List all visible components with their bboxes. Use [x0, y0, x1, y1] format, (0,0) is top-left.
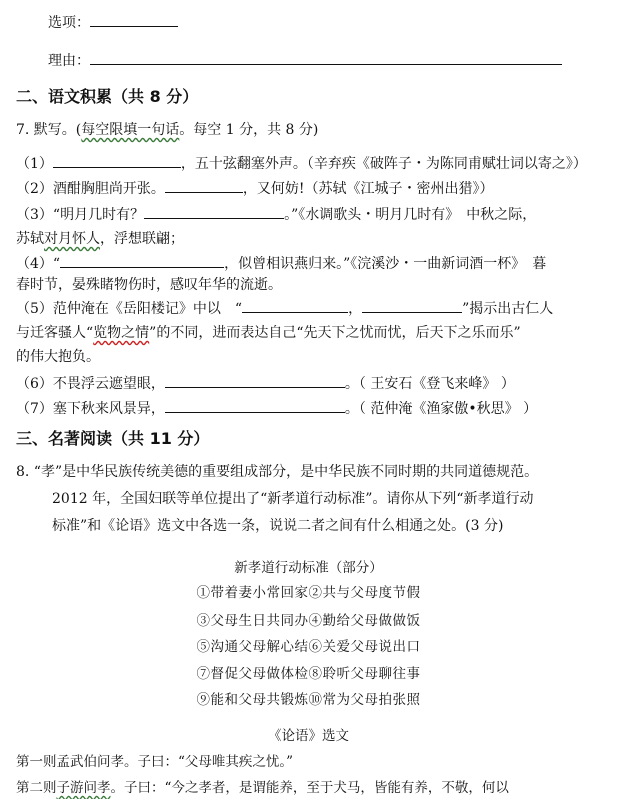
- q7-item-5-b: ”揭示出古仁人: [462, 301, 554, 317]
- q7-item-5-line2: [16, 323, 521, 343]
- standards-row-1: ①带着妻小常回家②共与父母度节假: [196, 585, 421, 601]
- standards-title: 新孝道行动标准（部分）: [234, 560, 383, 576]
- q7-item-4-rest: ，似曾相识燕归来。”《浣溪沙・一曲新词酒一杯》 暮: [224, 256, 547, 272]
- q7-item-2-blank[interactable]: [165, 178, 243, 193]
- q7-item-5: [16, 298, 553, 319]
- q7-item-1-blank[interactable]: [53, 153, 181, 168]
- q7-item-5-line2-b: ”的不同，进而表达自己“先天下之忧而忧，后天下之乐而乐”: [149, 325, 521, 341]
- option-row: [48, 12, 178, 33]
- q7-wavy: 每空限填一句话: [81, 122, 180, 138]
- lunyu-passage-2-wavy: 子游问孝: [56, 780, 111, 796]
- q8-line-3: 标准”和《论语》选文中各选一条，说说二者之间有什么相通之处。(3 分): [52, 518, 504, 534]
- q7-rest: 。每空 1 分，共 8 分): [179, 122, 319, 138]
- q7-item-3-rest: 。”《水调歌头・明月几时有》 中秋之际，: [284, 207, 537, 223]
- standards-row-5: ⑨能和父母共锻炼⑩常为父母拍张照: [196, 692, 421, 708]
- q7-item-7: [16, 398, 537, 419]
- q7-intro: 7. 默写。(: [16, 122, 82, 138]
- lunyu-passage-2-b: 。子曰：“今之孝者，是谓能养，至于犬马，皆能有养，不敬，何以: [110, 780, 509, 796]
- q7-item-4: [16, 253, 546, 274]
- q7-item-3-line2-a: 苏轼: [16, 231, 44, 247]
- q7-prompt: [16, 120, 318, 140]
- lunyu-title: 《论语》选文: [268, 728, 349, 744]
- q7-item-5-line3: 的伟大抱负。: [16, 349, 100, 365]
- q7-item-6: [16, 373, 515, 394]
- standards-row-2: ③父母生日共同办④勤给父母做做饭: [196, 613, 421, 629]
- q7-item-4-line2: 春时节，晏殊睹物伤时，感叹年华的流逝。: [16, 277, 282, 293]
- q7-item-5-a: （5）范仲淹在《岳阳楼记》中以 “: [16, 301, 243, 317]
- q7-item-4-num: （4）“: [16, 256, 61, 272]
- q8-line-1: 8. “孝”是中华民族传统美德的重要组成部分，是中华民族不同时期的共同道德规范。: [16, 464, 539, 480]
- q7-item-5-blank-2[interactable]: [362, 298, 462, 313]
- q7-item-7-text: （7）塞下秋来风景异，: [16, 401, 165, 417]
- lunyu-passage-2-a: 第二则: [16, 780, 57, 796]
- q7-item-5-blank-1[interactable]: [242, 298, 348, 313]
- q7-item-2: [16, 178, 494, 199]
- q7-item-3-blank[interactable]: [144, 204, 284, 219]
- q7-item-7-rest: 。（ 范仲淹《渔家傲•秋思》 ）: [344, 401, 538, 417]
- q8-line-2: 2012 年，全国妇联等单位提出了“新孝道行动标准”。请你从下列“新孝道行动: [52, 491, 534, 507]
- section3-heading: 三、名著阅读（共 11 分）: [16, 429, 210, 448]
- q7-item-3-line2-b: ，浮想联翩；: [100, 231, 184, 247]
- q7-item-6-blank[interactable]: [165, 373, 345, 388]
- q7-item-5-comma: ，: [348, 301, 363, 317]
- lunyu-passage-1: 第一则孟武伯问孝。子曰：“父母唯其疾之忧。”: [16, 754, 294, 770]
- q7-item-6-rest: 。（ 王安石《登飞来峰》 ）: [344, 376, 515, 392]
- reason-row: [48, 50, 562, 71]
- q7-item-4-blank[interactable]: [60, 253, 224, 268]
- q7-item-1: [16, 153, 587, 174]
- section2-heading: 二、语文积累（共 8 分）: [16, 87, 199, 106]
- reason-answer-field[interactable]: [90, 50, 562, 65]
- option-label: 选项：: [48, 15, 90, 31]
- q7-item-5-line2-a: 与迁客骚人“: [16, 325, 94, 341]
- q7-item-3-text: （3）“明月几时有？: [16, 207, 145, 223]
- q7-item-7-blank[interactable]: [165, 398, 345, 413]
- q7-item-2-text: （2）酒酣胸胆尚开张。: [16, 181, 165, 197]
- q7-item-1-text: ，五十弦翻塞外声。（辛弃疾《破阵子・为陈同甫赋壮词以寄之》）: [180, 156, 587, 172]
- reason-label: 理由：: [48, 53, 90, 69]
- lunyu-passage-2: [16, 778, 509, 798]
- q7-item-3: [16, 204, 536, 225]
- q7-item-1-num: （1）: [16, 156, 53, 172]
- q7-item-2-rest: ，又何妨!（苏轼《江城子・密州出猎》）: [242, 181, 494, 197]
- option-answer-field[interactable]: [90, 12, 178, 27]
- q7-item-3-line2-wavy: 对月怀人: [44, 231, 100, 247]
- q7-item-3-line2: [16, 229, 184, 249]
- q7-item-5-line2-red: 览物之情: [93, 325, 150, 341]
- standards-row-3: ⑤沟通父母解心结⑥关爱父母说出口: [196, 639, 421, 655]
- standards-row-4: ⑦督促父母做体检⑧聆听父母聊往事: [196, 666, 421, 682]
- q7-item-6-text: （6）不畏浮云遮望眼，: [16, 376, 165, 392]
